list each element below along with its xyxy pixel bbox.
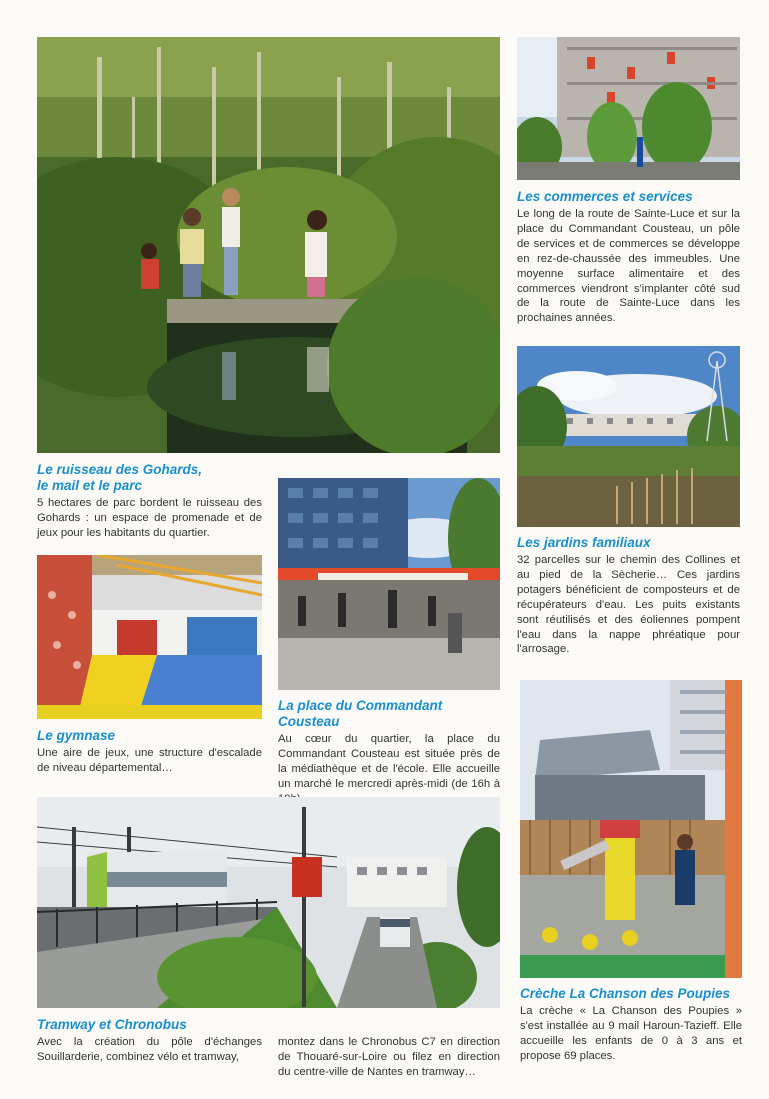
commerces-title: Les commerces et services [517,189,693,204]
creche-section [520,986,742,1064]
gymnase-photo [37,555,262,719]
gymnase-body: Une aire de jeux, une structure d'escalade de niveau départemental… [37,747,262,774]
jardins-section [517,535,740,657]
jardins-title: Les jardins familiaux [517,535,651,550]
gymnase-section [37,728,262,776]
ruisseau-title-line1: Le ruisseau des Gohards, [37,462,203,477]
tramway-section-col2 [278,1035,500,1080]
ruisseau-body: 5 hectares de parc bordent le ruisseau des Gohards : un espace de promenade et de jeux pour les habitants du quartier. [37,497,262,539]
place-photo [278,478,500,690]
stream-photo [37,37,500,453]
creche-photo [520,680,742,978]
commerces-photo [517,37,740,180]
tramway-body-col2: montez dans le Chronobus C7 en direction de Thouaré-sur-Loire ou filez en direction du centre-ville de Nantes en tramway… [278,1036,500,1078]
ruisseau-section [37,462,262,541]
commerces-section [517,189,740,326]
creche-title: Crèche La Chanson des Poupies [520,986,731,1001]
tramway-title: Tramway et Chronobus [37,1017,187,1032]
gymnase-title: Le gymnase [37,728,116,743]
tramway-photo [37,797,500,1008]
jardins-body: 32 parcelles sur le chemin des Collines et au pied de la Sècherie… Ces jardins potagers bénéficient de composteurs et de récupérateurs d'eau. Les puits existants sont réutilisés et des éoliennes pompent l'eau dans la nappe phréatique pour l'arrosage. [517,554,740,656]
ruisseau-title [37,462,262,494]
place-title: La place du Commandant Cousteau [278,698,443,729]
commerces-body: Le long de la route de Sainte-Luce et sur la place du Commandant Cousteau, un pôle de services et de commerces se développe en rez-de-chaussée des immeubles. Une moyenne surface alimentaire et des commerces viendront s'implanter côté sud de la route de Sainte-Luce dans les prochaines années. [517,208,740,325]
ruisseau-title-line2: le mail et le parc [37,478,143,493]
jardins-photo [517,346,740,527]
tramway-body-col1: Avec la création du pôle d'échanges Souillarderie, combinez vélo et tramway, [37,1036,262,1063]
place-body: Au cœur du quartier, la place du Commandant Cousteau est située près de la médiathèque et de l'école. Elle accueille un marché le mercredi après-midi (de 16h à [278,733,500,790]
tramway-section [37,1017,262,1065]
place-section [278,698,500,807]
creche-body: La crèche « La Chanson des Poupies » s'est installée au 9 mail Haroun-Tazieff. Elle accueille les enfants de 0 à 3 ans et propose 69 places. [520,1005,742,1062]
